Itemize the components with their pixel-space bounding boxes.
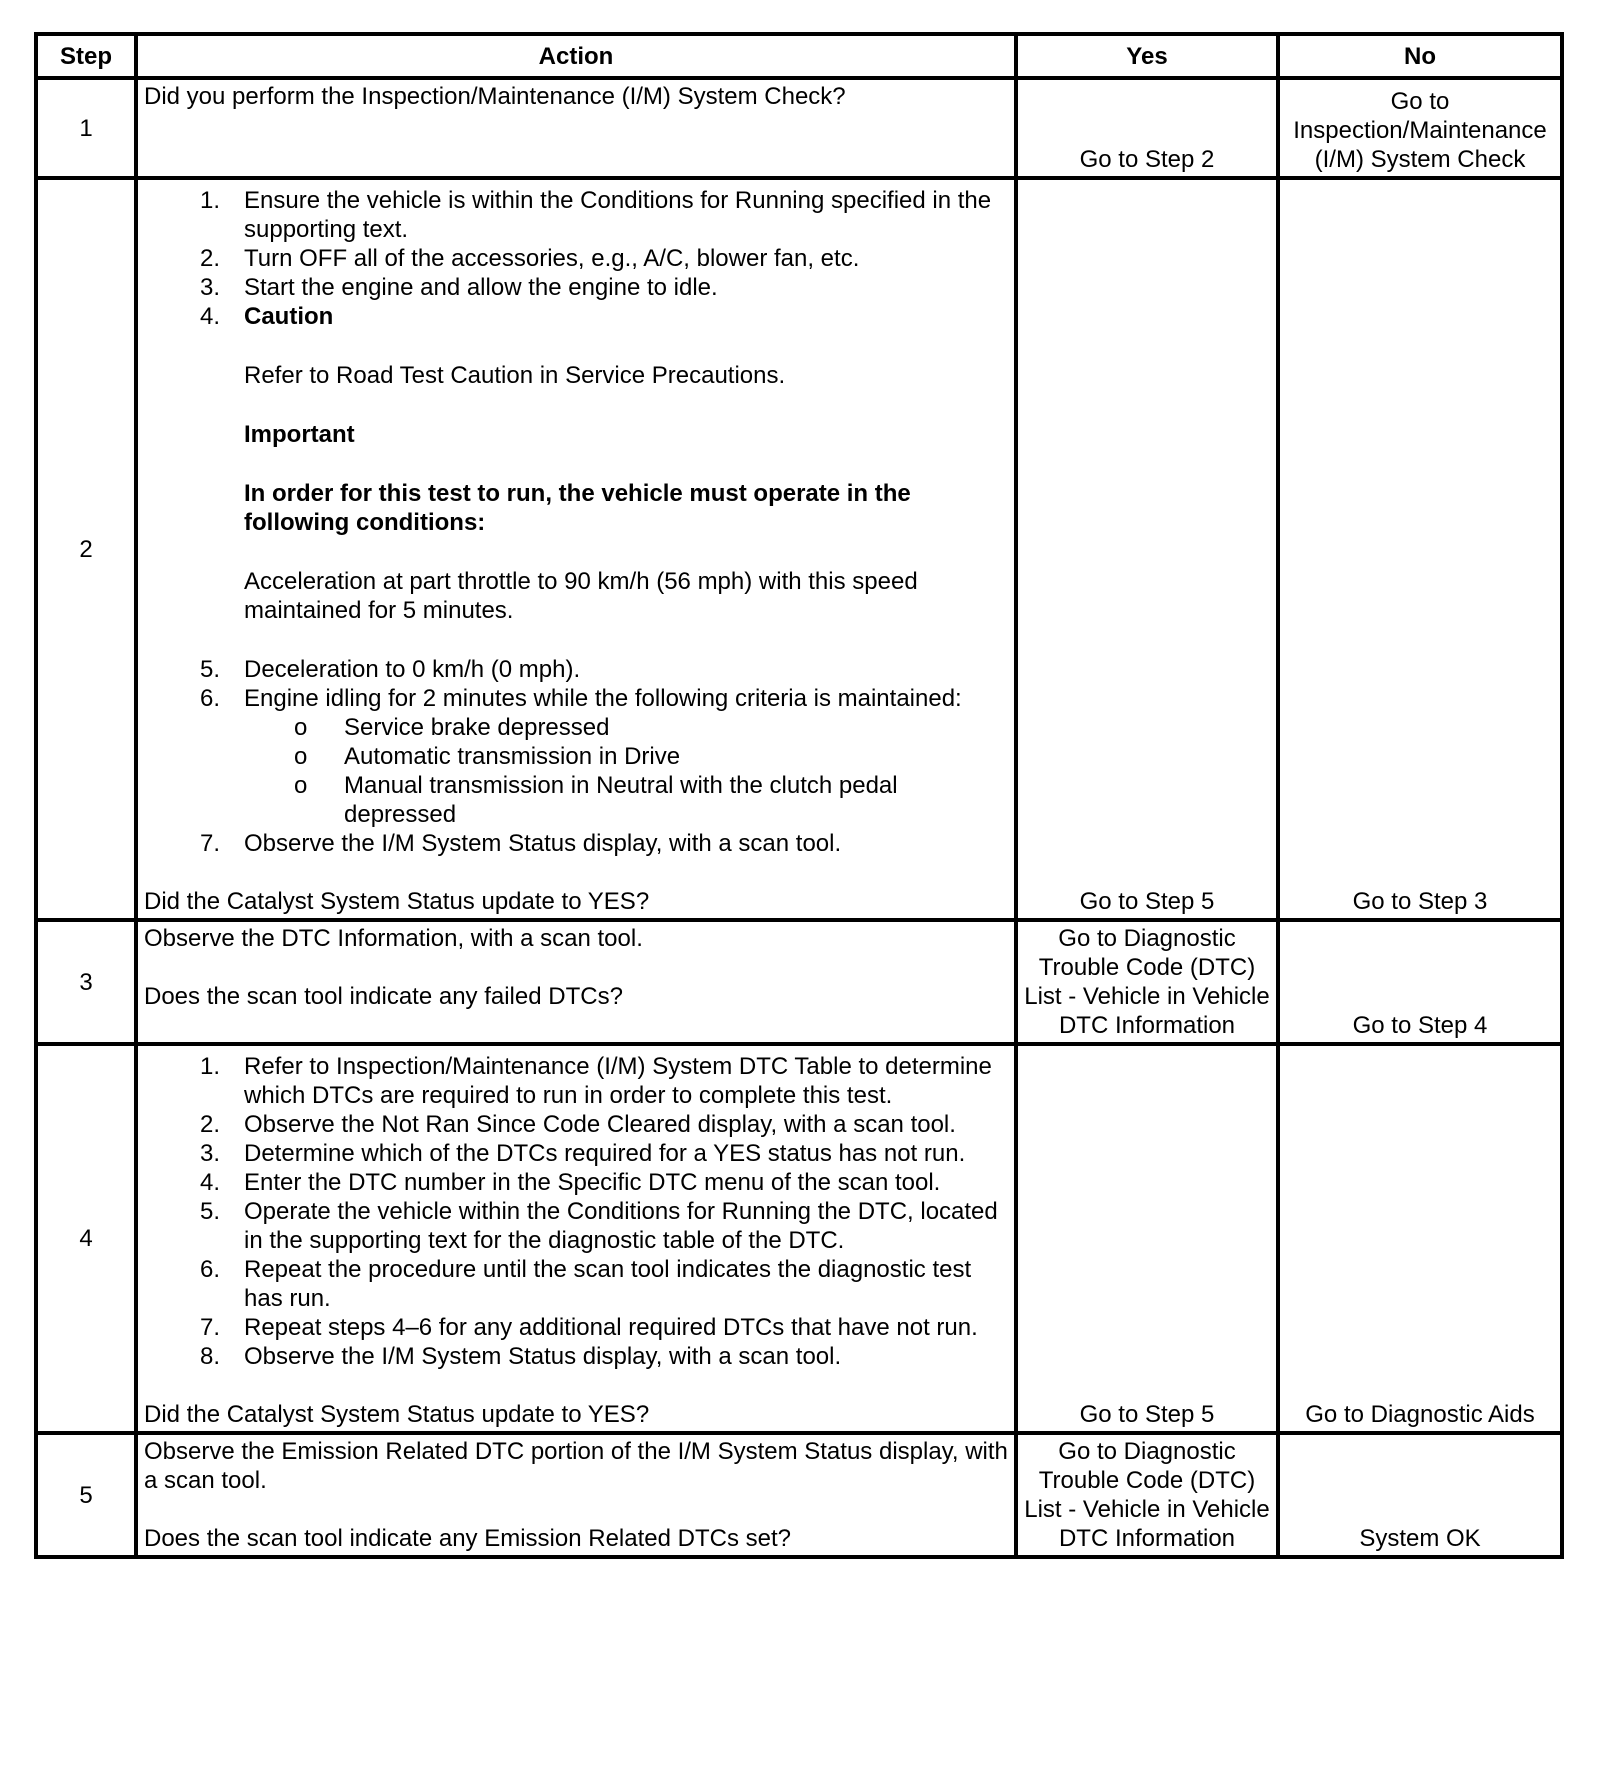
yes-result: Go to Step 5 <box>1016 1044 1278 1433</box>
list-item: 4. Caution Refer to Road Test Caution in Service Precautions. Important In order for this test to run, the vehicle must operate in the following conditions: Acceleration at part throttle to 90 km/h (56 mph) with this speed maintained for 5 minutes. <box>144 302 1008 655</box>
procedure-list <box>144 186 1008 713</box>
step-action <box>136 78 1016 178</box>
list-item: 8. Observe the I/M System Status display, with a scan tool. <box>199 1343 842 1370</box>
yes-result: Go to Diagnostic Trouble Code (DTC) List - Vehicle in Vehicle DTC Information <box>1016 920 1278 1044</box>
procedure-list <box>144 829 1008 858</box>
step-number: 2 <box>36 178 136 920</box>
step-action <box>136 1044 1016 1433</box>
list-item: 6. Repeat the procedure until the scan tool indicates the diagnostic test has run. <box>199 1256 972 1312</box>
step-number: 5 <box>36 1433 136 1557</box>
important-text: In order for this test to run, the vehicle must operate in the following conditions: <box>244 480 911 536</box>
table-row <box>36 1433 1562 1557</box>
header-yes: Yes <box>1016 34 1278 78</box>
list-item: 7. Repeat steps 4–6 for any additional required DTCs that have not run. <box>199 1314 978 1341</box>
criteria-list <box>144 713 1008 829</box>
list-item: 4. Enter the DTC number in the Specific DTC menu of the scan tool. <box>199 1169 941 1196</box>
list-item: 2. Observe the Not Ran Since Code Cleared display, with a scan tool. <box>199 1111 956 1138</box>
caution-text: Refer to Road Test Caution in Service Precautions. <box>244 362 786 389</box>
sub-list-item: o Automatic transmission in Drive <box>294 743 681 770</box>
step-action <box>136 1433 1016 1557</box>
sub-list-item: o Service brake depressed <box>294 714 610 741</box>
important-label: Important <box>244 421 355 448</box>
step-question: Did the Catalyst System Status update to YES? <box>144 1401 650 1428</box>
caution-label: Caution <box>244 303 334 330</box>
table-row <box>36 178 1562 920</box>
step-number: 1 <box>36 78 136 178</box>
no-result: System OK <box>1278 1433 1562 1557</box>
header-row <box>36 34 1562 78</box>
list-item: 3. Start the engine and allow the engine to idle. <box>199 274 718 301</box>
step-question: Does the scan tool indicate any failed DTCs? <box>144 983 623 1010</box>
list-item: 5. Operate the vehicle within the Conditions for Running the DTC, located in the supporting text for the diagnostic table of the DTC. <box>199 1198 998 1254</box>
sub-list-item: o Manual transmission in Neutral with the clutch pedal depressed <box>294 772 898 828</box>
header-no: No <box>1278 34 1562 78</box>
step-action <box>136 178 1016 920</box>
list-item: 5. Deceleration to 0 km/h (0 mph). <box>199 656 581 683</box>
table-row <box>36 1044 1562 1433</box>
procedure-list <box>144 1052 1008 1371</box>
step-number: 3 <box>36 920 136 1044</box>
diagnostic-table <box>34 32 1564 1559</box>
list-item: 7. Observe the I/M System Status display, with a scan tool. <box>199 830 842 857</box>
no-result: Go to Step 4 <box>1278 920 1562 1044</box>
list-item: 6. Engine idling for 2 minutes while the following criteria is maintained: <box>199 685 962 712</box>
step-action <box>136 920 1016 1044</box>
list-item: 3. Determine which of the DTCs required for a YES status has not run. <box>199 1140 966 1167</box>
table-row <box>36 920 1562 1044</box>
list-item: 1. Refer to Inspection/Maintenance (I/M) System DTC Table to determine which DTCs are required to run in order to complete this test. <box>199 1053 992 1109</box>
header-action: Action <box>136 34 1016 78</box>
step-question: Does the scan tool indicate any Emission Related DTCs set? <box>144 1525 791 1552</box>
action-text: Observe the Emission Related DTC portion of the I/M System Status display, with a scan tool. <box>144 1438 1008 1494</box>
step-question: Did you perform the Inspection/Maintenance (I/M) System Check? <box>144 83 846 110</box>
acceleration-text: Acceleration at part throttle to 90 km/h (56 mph) with this speed maintained for 5 minutes. <box>244 568 918 624</box>
yes-result: Go to Step 5 <box>1016 178 1278 920</box>
list-item: 1. Ensure the vehicle is within the Conditions for Running specified in the supporting text. <box>199 187 992 243</box>
action-text: Observe the DTC Information, with a scan tool. <box>144 925 643 952</box>
table-row <box>36 78 1562 178</box>
step-question: Did the Catalyst System Status update to YES? <box>144 888 650 915</box>
no-result: Go to Step 3 <box>1278 178 1562 920</box>
no-result: Go to Inspection/Maintenance (I/M) System Check <box>1278 78 1562 178</box>
list-item: 2. Turn OFF all of the accessories, e.g., A/C, blower fan, etc. <box>199 245 860 272</box>
no-result: Go to Diagnostic Aids <box>1278 1044 1562 1433</box>
step-number: 4 <box>36 1044 136 1433</box>
yes-result: Go to Step 2 <box>1016 78 1278 178</box>
yes-result: Go to Diagnostic Trouble Code (DTC) List - Vehicle in Vehicle DTC Information <box>1016 1433 1278 1557</box>
header-step: Step <box>36 34 136 78</box>
